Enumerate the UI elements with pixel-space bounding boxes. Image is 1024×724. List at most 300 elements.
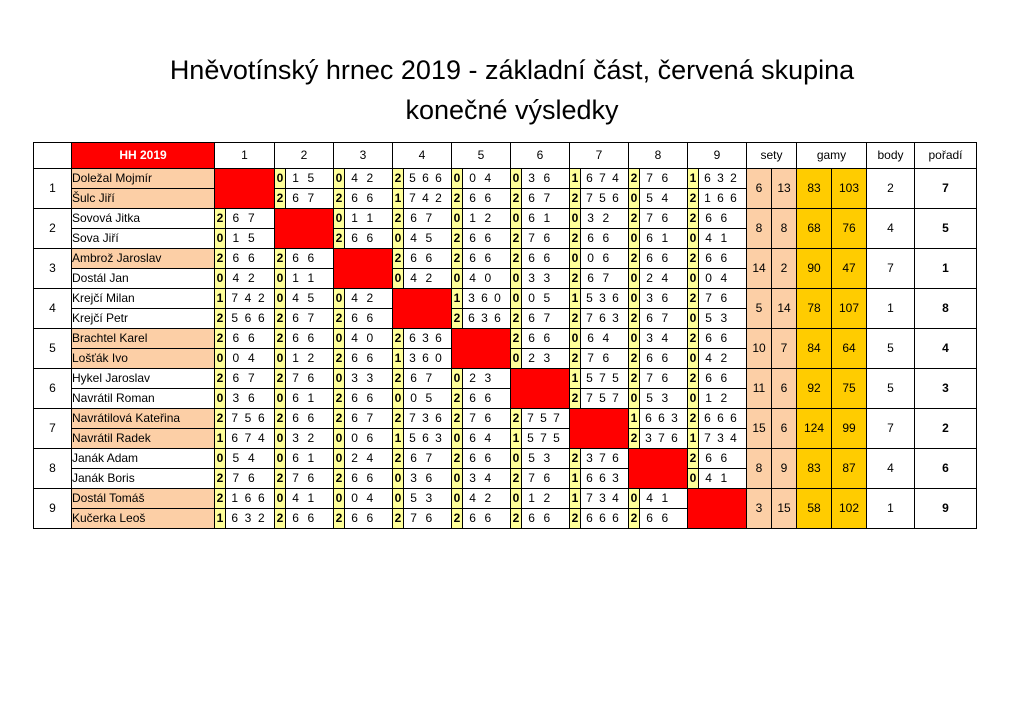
set-games: 7 xyxy=(425,451,433,465)
set-games: 7 xyxy=(292,371,299,385)
set-games: 2 xyxy=(543,491,551,505)
sets-won: 2 xyxy=(334,229,345,248)
sets-won: 2 xyxy=(511,469,522,488)
set-games: 6 xyxy=(435,331,442,345)
player-name: Navrátil Radek xyxy=(72,429,215,449)
match-score-cell xyxy=(452,429,511,449)
set-games: 6 xyxy=(422,431,429,445)
match-score-cell xyxy=(334,189,393,209)
sets-won: 0 xyxy=(511,349,522,368)
match-score-cell xyxy=(570,329,629,349)
games-won-total: 92 xyxy=(797,369,832,409)
set-games: 3 xyxy=(468,291,475,305)
sets-lost-total: 13 xyxy=(772,169,797,209)
set-games: 0 xyxy=(351,431,358,445)
set-games: 6 xyxy=(661,511,669,525)
set-games: 5 xyxy=(528,451,535,465)
sets-won: 1 xyxy=(570,369,581,388)
set-games: 7 xyxy=(244,431,252,445)
match-score-cell xyxy=(452,269,511,289)
match-score-cell xyxy=(275,369,334,389)
sets-header: sety xyxy=(747,143,797,169)
games-lost-total: 47 xyxy=(832,249,867,289)
set-games: 2 xyxy=(257,291,265,305)
sets-won: 0 xyxy=(688,269,699,288)
set-games: 6 xyxy=(307,411,315,425)
set-games: 0 xyxy=(469,171,476,185)
player-name: Lošťák Ivo xyxy=(72,349,215,369)
set-games: 2 xyxy=(257,511,265,525)
match-score-cell xyxy=(215,349,275,369)
set-games: 6 xyxy=(307,331,315,345)
set-games: 5 xyxy=(705,311,712,325)
set-games: 6 xyxy=(292,511,299,525)
match-score-cell xyxy=(688,249,747,269)
set-games: 4 xyxy=(292,291,299,305)
set-games: 7 xyxy=(528,231,535,245)
set-games: 1 xyxy=(231,491,238,505)
points-value: 7 xyxy=(867,249,915,289)
sets-won: 0 xyxy=(452,269,463,288)
match-score-cell xyxy=(393,329,452,349)
results-table xyxy=(33,142,977,529)
sets-won: 0 xyxy=(629,289,640,308)
sets-won: 2 xyxy=(275,189,286,208)
match-score-cell xyxy=(393,349,452,369)
sets-won: 2 xyxy=(570,309,581,328)
set-games: 3 xyxy=(543,351,551,365)
sets-won: 2 xyxy=(334,349,345,368)
set-games: 0 xyxy=(494,291,501,305)
match-score-cell xyxy=(215,209,275,229)
match-score-cell xyxy=(688,289,747,309)
sets-won: 0 xyxy=(275,169,286,188)
set-games: 4 xyxy=(469,491,476,505)
set-games: 4 xyxy=(705,471,712,485)
set-games: 3 xyxy=(409,351,416,365)
sets-won: 0 xyxy=(334,169,345,188)
set-games: 6 xyxy=(528,511,535,525)
match-score-cell xyxy=(570,349,629,369)
set-games: 6 xyxy=(661,371,669,385)
set-games: 7 xyxy=(231,291,238,305)
set-games: 6 xyxy=(599,511,606,525)
row-number: 2 xyxy=(34,209,72,249)
sets-won: 2 xyxy=(511,329,522,348)
set-games: 5 xyxy=(425,231,433,245)
set-games: 6 xyxy=(307,371,315,385)
corner-cell xyxy=(34,143,72,169)
set-games: 6 xyxy=(351,411,358,425)
set-games: 4 xyxy=(705,351,712,365)
match-score-cell xyxy=(334,469,393,489)
set-games: 2 xyxy=(484,491,492,505)
set-games: 7 xyxy=(528,471,535,485)
set-games: 3 xyxy=(484,371,492,385)
match-score-cell xyxy=(275,469,334,489)
sets-won: 0 xyxy=(215,349,226,368)
set-games: 6 xyxy=(292,451,299,465)
set-games: 3 xyxy=(481,311,488,325)
sets-won: 2 xyxy=(629,429,640,448)
set-games: 6 xyxy=(248,471,255,485)
set-games: 5 xyxy=(425,391,433,405)
sets-won: 2 xyxy=(629,169,640,188)
match-score-cell xyxy=(393,249,452,269)
set-games: 7 xyxy=(292,471,299,485)
self-match-cell xyxy=(629,449,688,489)
match-score-cell xyxy=(275,349,334,369)
set-games: 2 xyxy=(425,271,433,285)
sets-won: 2 xyxy=(275,469,286,488)
sets-won: 2 xyxy=(688,209,699,228)
match-score-cell xyxy=(688,189,747,209)
set-games: 6 xyxy=(469,451,476,465)
match-score-cell xyxy=(629,409,688,429)
sets-lost-total: 6 xyxy=(772,409,797,449)
match-score-cell xyxy=(511,329,570,349)
set-games: 3 xyxy=(366,371,374,385)
match-score-cell xyxy=(334,329,393,349)
set-games: 6 xyxy=(717,191,724,205)
set-games: 5 xyxy=(553,431,560,445)
match-score-cell xyxy=(275,189,334,209)
set-games: 7 xyxy=(586,191,593,205)
set-games: 2 xyxy=(307,431,315,445)
set-games: 6 xyxy=(425,471,433,485)
set-games: 6 xyxy=(257,491,265,505)
points-header: body xyxy=(867,143,915,169)
match-score-cell xyxy=(452,229,511,249)
games-lost-total: 99 xyxy=(832,409,867,449)
set-games: 7 xyxy=(704,431,711,445)
match-score-cell xyxy=(452,309,511,329)
set-games: 6 xyxy=(484,411,492,425)
set-games: 3 xyxy=(469,471,476,485)
sets-won: 2 xyxy=(629,249,640,268)
set-games: 6 xyxy=(612,451,619,465)
set-games: 5 xyxy=(586,291,593,305)
sets-won: 0 xyxy=(275,489,286,508)
set-games: 6 xyxy=(469,431,476,445)
match-score-cell xyxy=(334,509,393,529)
set-games: 4 xyxy=(705,231,712,245)
points-value: 1 xyxy=(867,489,915,529)
set-games: 6 xyxy=(646,351,653,365)
match-score-cell xyxy=(215,449,275,469)
set-games: 3 xyxy=(671,411,678,425)
set-games: 6 xyxy=(248,391,255,405)
match-score-cell xyxy=(275,269,334,289)
set-games: 7 xyxy=(425,211,433,225)
sets-won: 2 xyxy=(511,189,522,208)
match-score-cell xyxy=(629,509,688,529)
set-games: 4 xyxy=(366,491,374,505)
sets-won: 0 xyxy=(275,429,286,448)
sets-lost-total: 2 xyxy=(772,249,797,289)
match-score-cell xyxy=(688,469,747,489)
sets-won: 0 xyxy=(688,309,699,328)
set-games: 6 xyxy=(658,411,665,425)
set-games: 6 xyxy=(410,371,417,385)
sets-won: 2 xyxy=(452,389,463,408)
set-games: 6 xyxy=(646,231,653,245)
page-title: Hněvotínský hrnec 2019 - základní část, červená skupina xyxy=(169,55,855,85)
sets-won-total: 8 xyxy=(747,209,772,249)
match-score-cell xyxy=(334,429,393,449)
set-games: 6 xyxy=(717,411,724,425)
set-games: 1 xyxy=(705,391,712,405)
match-score-cell xyxy=(215,409,275,429)
match-score-cell xyxy=(275,409,334,429)
set-games: 2 xyxy=(484,211,492,225)
set-games: 6 xyxy=(484,511,492,525)
sets-lost-total: 15 xyxy=(772,489,797,529)
sets-won: 0 xyxy=(393,489,404,508)
games-won-total: 78 xyxy=(797,289,832,329)
set-games: 0 xyxy=(410,391,417,405)
sets-won: 2 xyxy=(688,329,699,348)
set-games: 4 xyxy=(469,271,476,285)
set-games: 1 xyxy=(704,191,711,205)
match-score-cell xyxy=(334,349,393,369)
set-games: 3 xyxy=(528,171,535,185)
player-name: Janák Boris xyxy=(72,469,215,489)
col-header: 7 xyxy=(570,143,629,169)
player-name: Navrátil Roman xyxy=(72,389,215,409)
set-games: 3 xyxy=(422,331,429,345)
set-games: 6 xyxy=(612,291,619,305)
set-games: 7 xyxy=(646,211,653,225)
row-number: 8 xyxy=(34,449,72,489)
sets-won: 0 xyxy=(334,289,345,308)
match-score-cell xyxy=(215,489,275,509)
match-score-cell xyxy=(215,309,275,329)
sets-won: 2 xyxy=(334,469,345,488)
match-score-cell xyxy=(215,269,275,289)
sets-won: 2 xyxy=(452,229,463,248)
sets-won: 2 xyxy=(215,309,226,328)
sets-won: 2 xyxy=(393,509,404,528)
set-games: 6 xyxy=(646,311,653,325)
sets-won: 1 xyxy=(688,429,699,448)
match-score-cell xyxy=(511,509,570,529)
match-score-cell xyxy=(275,169,334,189)
set-games: 1 xyxy=(292,171,299,185)
set-games: 6 xyxy=(528,191,535,205)
set-games: 7 xyxy=(543,191,551,205)
set-games: 7 xyxy=(409,191,416,205)
sets-won-total: 5 xyxy=(747,289,772,329)
match-score-cell xyxy=(629,429,688,449)
sets-won: 1 xyxy=(688,169,699,188)
rank-value: 5 xyxy=(915,209,977,249)
set-games: 6 xyxy=(257,311,265,325)
match-score-cell xyxy=(570,269,629,289)
match-score-cell xyxy=(511,289,570,309)
sets-won: 0 xyxy=(334,489,345,508)
row-number: 9 xyxy=(34,489,72,529)
set-games: 3 xyxy=(586,451,593,465)
match-score-cell xyxy=(275,489,334,509)
set-games: 6 xyxy=(425,511,433,525)
set-games: 6 xyxy=(720,331,728,345)
match-score-cell xyxy=(215,249,275,269)
sets-won: 2 xyxy=(629,509,640,528)
set-games: 2 xyxy=(307,351,315,365)
sets-won: 1 xyxy=(215,429,226,448)
sets-won: 2 xyxy=(393,169,404,188)
sets-won: 0 xyxy=(511,269,522,288)
set-games: 0 xyxy=(587,251,594,265)
set-games: 7 xyxy=(599,451,606,465)
set-games: 6 xyxy=(661,351,669,365)
set-games: 3 xyxy=(292,431,299,445)
sets-won: 2 xyxy=(452,249,463,268)
header-row xyxy=(34,143,977,169)
set-games: 4 xyxy=(351,331,358,345)
set-games: 4 xyxy=(248,451,255,465)
col-header: 9 xyxy=(688,143,747,169)
points-value: 1 xyxy=(867,289,915,329)
set-games: 4 xyxy=(720,271,728,285)
set-games: 5 xyxy=(543,291,551,305)
set-games: 6 xyxy=(704,411,711,425)
set-games: 6 xyxy=(351,191,358,205)
set-games: 4 xyxy=(661,331,669,345)
sets-won: 0 xyxy=(511,169,522,188)
match-score-cell xyxy=(215,429,275,449)
set-games: 7 xyxy=(425,371,433,385)
match-score-cell xyxy=(629,389,688,409)
games-lost-total: 87 xyxy=(832,449,867,489)
sets-lost-total: 9 xyxy=(772,449,797,489)
set-games: 6 xyxy=(661,251,669,265)
set-games: 6 xyxy=(586,171,593,185)
sets-won: 2 xyxy=(570,269,581,288)
match-score-cell xyxy=(275,389,334,409)
set-games: 6 xyxy=(435,171,442,185)
set-games: 4 xyxy=(351,171,358,185)
match-score-cell xyxy=(393,409,452,429)
set-games: 3 xyxy=(717,431,724,445)
sets-lost-total: 7 xyxy=(772,329,797,369)
match-score-cell xyxy=(452,189,511,209)
self-match-cell xyxy=(570,409,629,449)
set-games: 6 xyxy=(661,171,669,185)
set-games: 5 xyxy=(527,431,534,445)
match-score-cell xyxy=(215,389,275,409)
set-games: 6 xyxy=(646,511,653,525)
col-header: 3 xyxy=(334,143,393,169)
set-games: 4 xyxy=(484,431,492,445)
sets-won-total: 15 xyxy=(747,409,772,449)
match-score-cell xyxy=(393,429,452,449)
match-score-cell xyxy=(334,209,393,229)
sets-won: 0 xyxy=(334,329,345,348)
match-score-cell xyxy=(511,229,570,249)
sets-won: 0 xyxy=(334,429,345,448)
match-score-cell xyxy=(393,189,452,209)
set-games: 7 xyxy=(469,411,476,425)
sets-won: 2 xyxy=(393,209,404,228)
match-score-cell xyxy=(452,449,511,469)
self-match-cell xyxy=(215,169,275,209)
player-name: Doležal Mojmír xyxy=(72,169,215,189)
sets-won-total: 11 xyxy=(747,369,772,409)
sets-won: 0 xyxy=(570,249,581,268)
sets-won: 0 xyxy=(334,209,345,228)
set-games: 0 xyxy=(366,331,374,345)
set-games: 7 xyxy=(231,411,238,425)
set-games: 6 xyxy=(248,331,255,345)
sets-won: 2 xyxy=(452,309,463,328)
set-games: 3 xyxy=(410,471,417,485)
set-games: 7 xyxy=(599,371,606,385)
set-games: 6 xyxy=(543,511,551,525)
sets-won: 0 xyxy=(629,189,640,208)
match-score-cell xyxy=(570,469,629,489)
match-score-cell xyxy=(570,489,629,509)
match-score-cell xyxy=(570,229,629,249)
set-games: 6 xyxy=(232,211,240,225)
set-games: 6 xyxy=(484,191,492,205)
set-games: 4 xyxy=(248,351,255,365)
sets-won: 0 xyxy=(275,389,286,408)
sets-won: 1 xyxy=(570,489,581,508)
set-games: 6 xyxy=(720,291,728,305)
col-header: 1 xyxy=(215,143,275,169)
points-value: 4 xyxy=(867,449,915,489)
sets-won: 2 xyxy=(688,189,699,208)
sets-won: 1 xyxy=(452,289,463,308)
match-score-cell xyxy=(688,409,747,429)
set-games: 4 xyxy=(484,471,492,485)
set-games: 6 xyxy=(292,311,299,325)
match-score-cell xyxy=(511,349,570,369)
player-name: Ambrož Jaroslav xyxy=(72,249,215,269)
games-header: gamy xyxy=(797,143,867,169)
match-score-cell xyxy=(629,189,688,209)
sets-won: 0 xyxy=(393,469,404,488)
set-games: 6 xyxy=(435,411,442,425)
row-number: 6 xyxy=(34,369,72,409)
set-games: 0 xyxy=(528,291,535,305)
match-score-cell xyxy=(629,269,688,289)
set-games: 6 xyxy=(705,211,712,225)
sets-won: 0 xyxy=(275,349,286,368)
match-score-cell xyxy=(570,449,629,469)
sets-won: 2 xyxy=(393,249,404,268)
sets-won: 2 xyxy=(511,309,522,328)
match-score-cell xyxy=(452,169,511,189)
set-games: 7 xyxy=(248,211,255,225)
sets-won: 0 xyxy=(215,449,226,468)
match-score-cell xyxy=(570,189,629,209)
sets-won: 2 xyxy=(215,489,226,508)
rank-value: 9 xyxy=(915,489,977,529)
set-games: 6 xyxy=(602,231,610,245)
match-score-cell xyxy=(393,469,452,489)
player-name: Šulc Jiří xyxy=(72,189,215,209)
rank-value: 7 xyxy=(915,169,977,209)
set-games: 7 xyxy=(307,311,315,325)
set-games: 1 xyxy=(307,491,315,505)
set-games: 6 xyxy=(292,391,299,405)
set-games: 5 xyxy=(232,451,240,465)
set-games: 6 xyxy=(543,251,551,265)
set-games: 1 xyxy=(307,271,315,285)
